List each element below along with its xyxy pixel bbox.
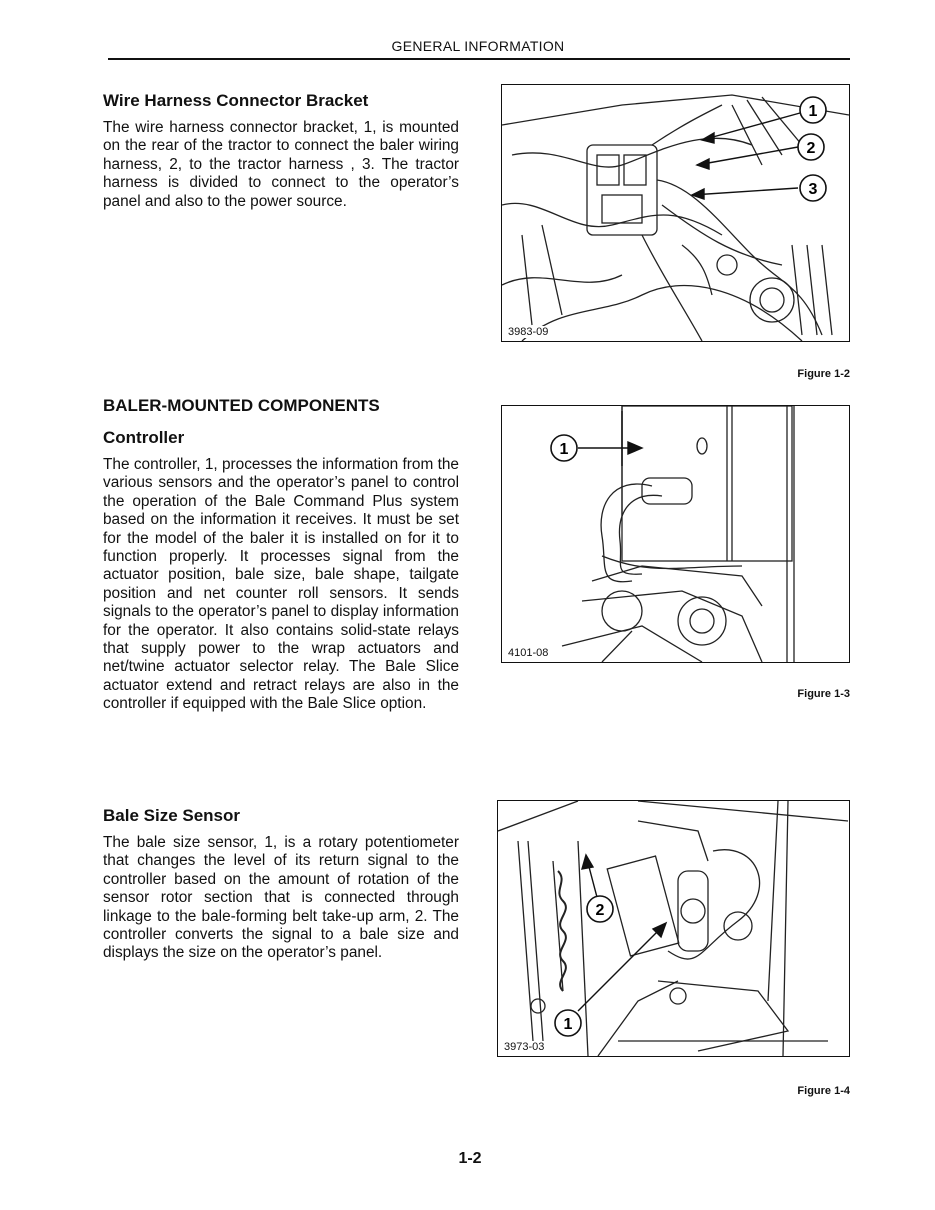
figure-1-2-image <box>501 84 850 342</box>
header-rule <box>108 58 850 60</box>
svg-text:2: 2 <box>595 902 605 919</box>
svg-text:3: 3 <box>808 181 818 198</box>
page-number: 1-2 <box>458 1150 482 1167</box>
bale-size-body: The bale size sensor, 1, is a rotary potentiometer that changes the level of its return signal to the controller based on the amount of rotation of the sensor rotor section that is connected through linkage to the bale-forming belt take-up arm, 2. The controller converts the signal to a bale size and displays the size on the operator’s panel. <box>103 834 459 962</box>
figure-1-3-callout-1 <box>551 435 577 461</box>
figure-1-3-code: 4101-08 <box>508 647 549 659</box>
figure-1-2-callout-3 <box>800 175 826 201</box>
controller-heading: Controller <box>103 428 185 447</box>
wire-harness-body: The wire harness connector bracket, 1, is mounted on the rear of the tractor to connect the baler wiring harness, 2, to the tractor harness , 3. The tractor harness is divided to connect to the operator’s panel and also to the power source. <box>103 119 459 210</box>
figure-1-2-caption: Figure 1-2 <box>797 368 850 380</box>
svg-text:2: 2 <box>806 140 816 157</box>
figure-1-2-code: 3983-09 <box>508 326 549 338</box>
controller-body: The controller, 1, processes the information from the various sensors and the operator’s panel to control the operation of the Bale Command Plus system based on the information it receives. It must be set for the model of the baler it is installed on for it to function properly. It processes signal from the actuator position, bale size, bale shape, tailgate position and net counter roll sensors. It sends signals to the operator’s panel to display information for the operator. It also contains solid-state relays that supply power to the wrap actuators and net/twine actuator selector relay. The Bale Slice actuator extend and retract relays are also in the controller if equipped with the Bale Slice option. <box>103 456 459 713</box>
figure-1-4-caption: Figure 1-4 <box>797 1085 850 1097</box>
figure-1-2-callout-2 <box>798 134 824 160</box>
figure-1-4-callout-2 <box>587 896 613 922</box>
figure-1-3-illustration <box>502 406 849 662</box>
wire-harness-heading: Wire Harness Connector Bracket <box>103 91 369 110</box>
svg-text:1: 1 <box>563 1016 573 1033</box>
figure-1-4-illustration <box>498 801 849 1056</box>
svg-text:1: 1 <box>808 103 818 120</box>
figure-1-3-caption: Figure 1-3 <box>797 688 850 700</box>
figure-1-3-image <box>501 405 850 663</box>
figure-1-2-callout-1 <box>800 97 826 123</box>
figure-1-2-illustration <box>502 85 849 341</box>
svg-text:1: 1 <box>559 441 569 458</box>
baler-mounted-heading: BALER-MOUNTED COMPONENTS <box>103 396 380 415</box>
bale-size-heading: Bale Size Sensor <box>103 806 241 825</box>
figure-1-4-image <box>497 800 850 1057</box>
figure-1-4-callout-1 <box>555 1010 581 1036</box>
page-header: GENERAL INFORMATION <box>391 38 565 54</box>
figure-1-4-code: 3973-03 <box>504 1041 545 1053</box>
